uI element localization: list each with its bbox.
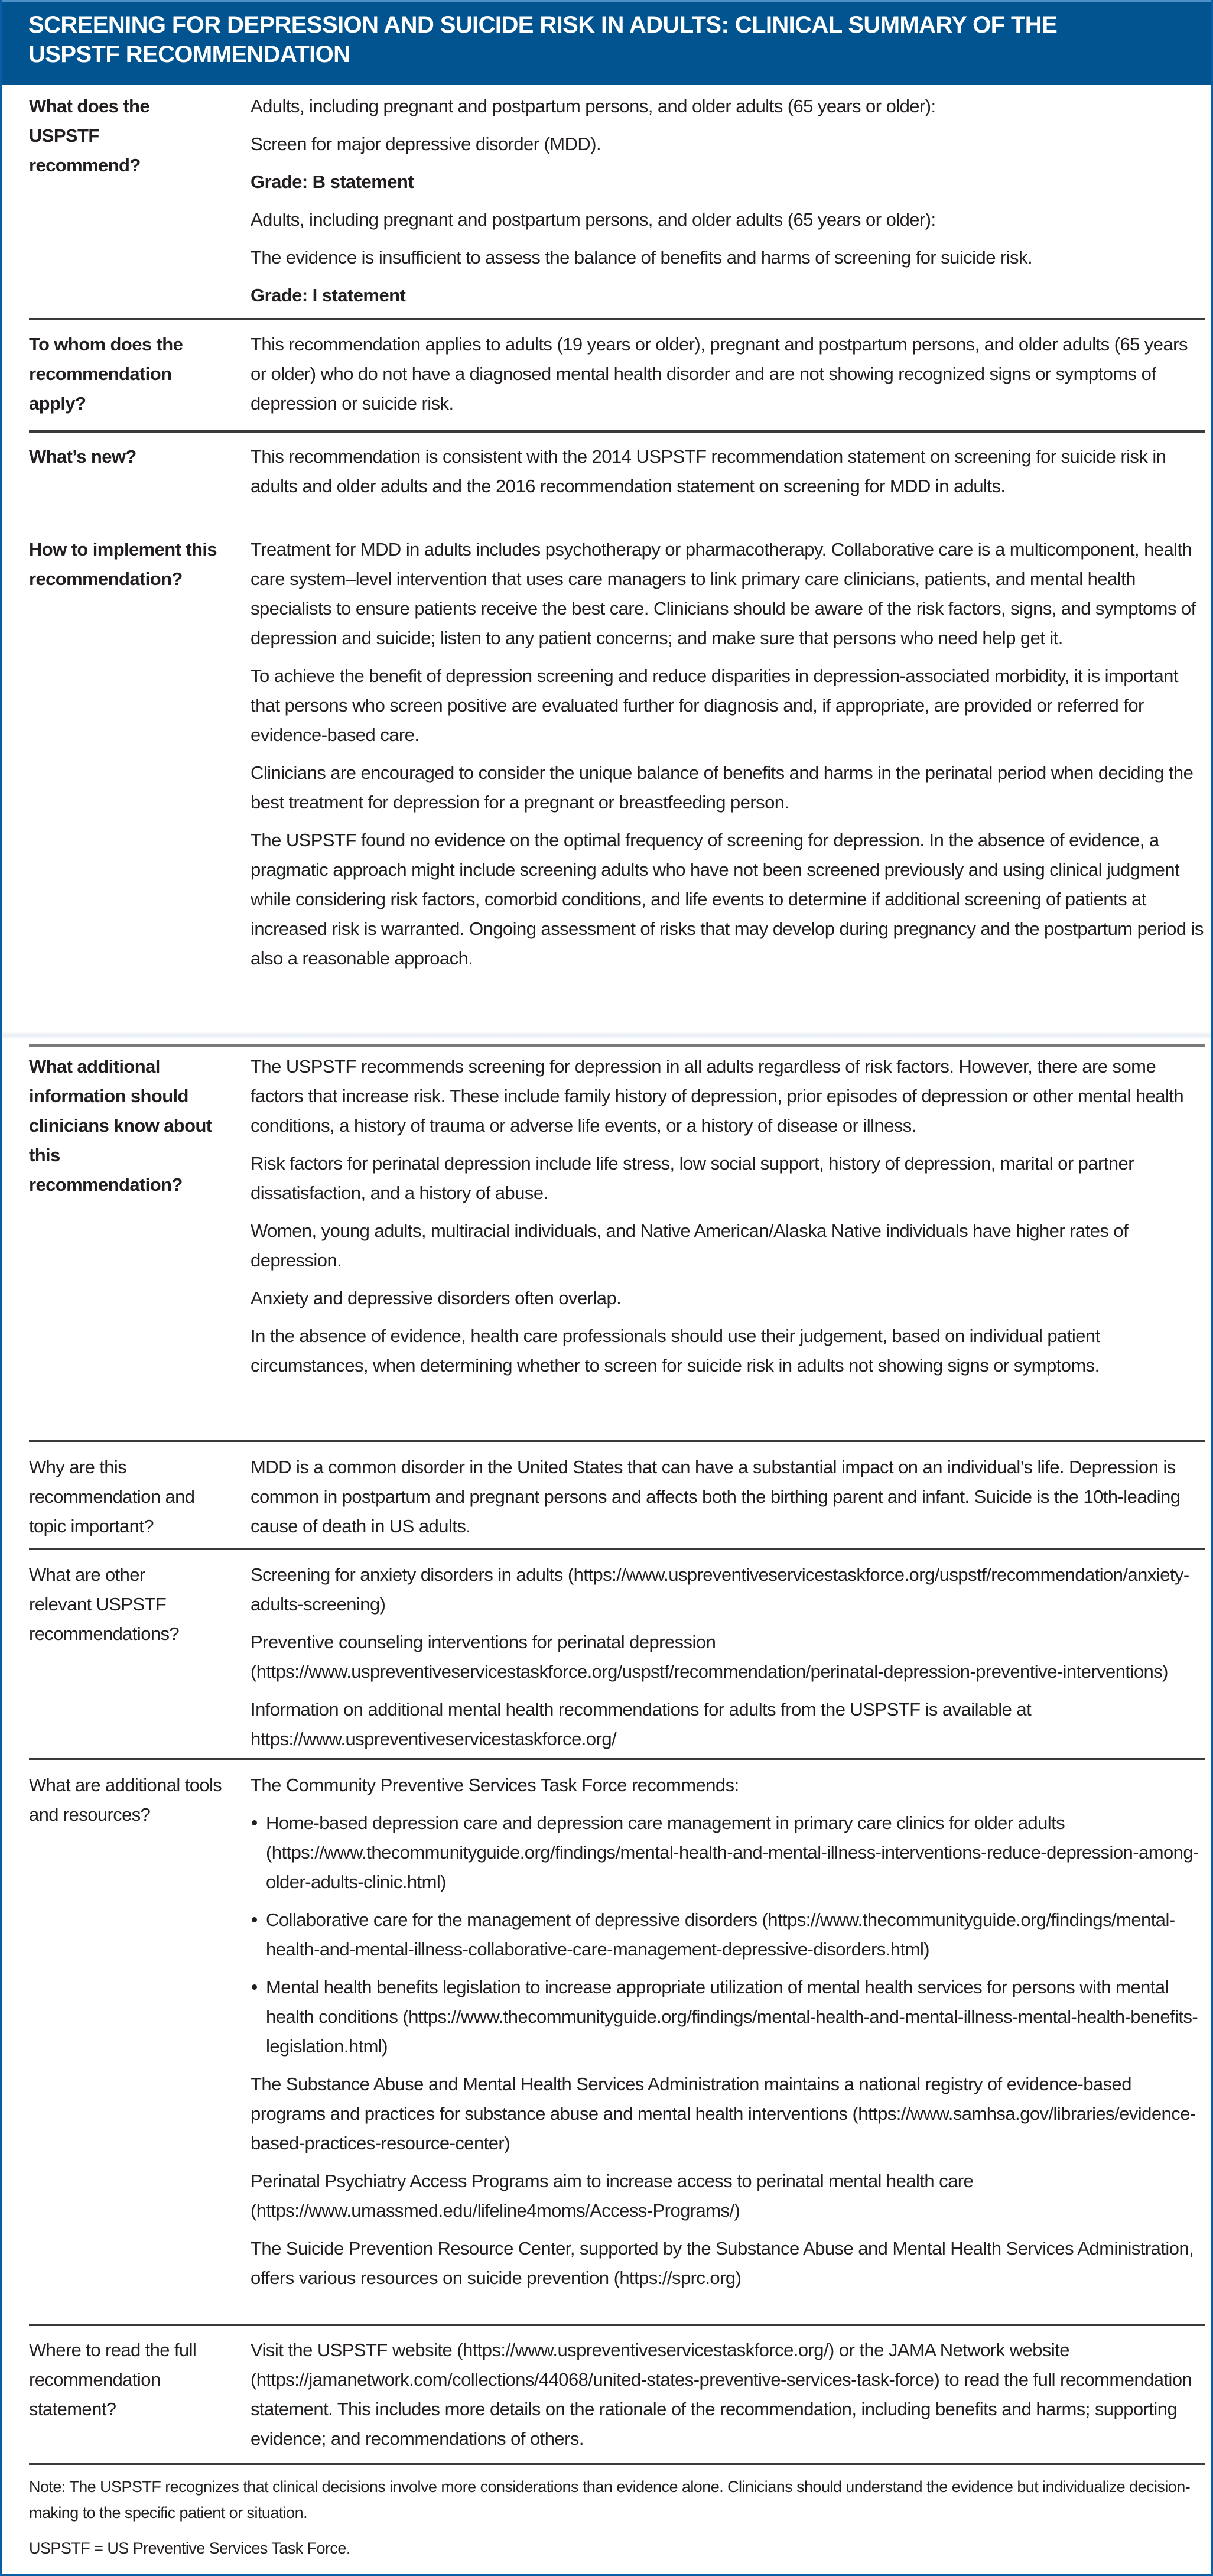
full-statement-link[interactable]: Visit the USPSTF website (https://www.uspreventiveservicestaskforce.org/) or the JAMA Network website (https://jamanetwork.com/collections/44068/united-states-preventive-services-task-force) to read the full recommendation statement. This includes more details on the rationale of the recommendation, including benefits and harms; supporting evidence; and recommendations of others. <box>251 2340 1192 2449</box>
row-content <box>251 330 1205 427</box>
row-label: What does the USPSTF recommend? <box>29 96 150 176</box>
row-label: What are additional tools and resources? <box>29 1775 222 1825</box>
row-label: How to implement this recommendation? <box>29 539 217 589</box>
row-divider <box>29 1044 1205 1047</box>
grade-i-badge: Grade: I statement <box>251 285 406 306</box>
list-item-text: Mental health benefits legislation to increase appropriate utilization of mental health services for persons with mental health conditions (https://www.thecommunityguide.org/findings/mental-health-and-mental-illness-mental-health-benefits-legislation.html) <box>266 1977 1198 2057</box>
grade-b-badge: Grade: B statement <box>251 171 414 192</box>
row-content <box>251 442 1205 509</box>
bullet-icon <box>252 1820 257 1825</box>
list-item-text: Collaborative care for the management of depressive disorders (https://www.thecommunityguide.org/findings/mental-health-and-mental-illness-collaborative-care-management-depressive-disorders.html) <box>266 1909 1175 1960</box>
population-text: Adults, including pregnant and postpartum persons, and older adults (65 years or older): <box>251 96 936 116</box>
row-label: Where to read the full recommendation statement? <box>29 2340 197 2419</box>
list-item-text: Home-based depression care and depression care management in primary care clinics for older adults (https://www.thecommunityguide.org/findings/mental-health-and-mental-illness-interventions-reduce-depression-among-older-adults-clinic.html) <box>266 1812 1199 1892</box>
resource-link[interactable]: The Suicide Prevention Resource Center, supported by the Substance Abuse and Mental Health Services Administration, offers various resources on suicide prevention (https://sprc.org) <box>251 2238 1194 2288</box>
row-paragraph: Treatment for MDD in adults includes psychotherapy or pharmacotherapy. Collaborative care is a multicomponent, health care system–level intervention that uses care managers to link primary care clinicians, patients, and mental health specialists to ensure patients receive the best care. Clinicians should be aware of the risk factors, signs, and symptoms of depression and suicide; listen to any patient concerns; and make sure that persons who need help get it. <box>251 539 1196 648</box>
resource-link[interactable]: Perinatal Psychiatry Access Programs aim to increase access to perinatal mental health care (https://www.umassmed.edu/lifeline4moms/Access-Programs/) <box>251 2171 974 2221</box>
row-paragraph: Risk factors for perinatal depression include life stress, low social support, history of depression, marital or partner dissatisfaction, and a history of abuse. <box>251 1153 1134 1203</box>
row-divider <box>29 1440 1205 1442</box>
row-paragraph: In the absence of evidence, health care professionals should use their judgement, based on individual patient circumstances, when determining whether to screen for suicide risk in adults not showing signs or symptoms. <box>251 1326 1100 1376</box>
page-title: SCREENING FOR DEPRESSION AND SUICIDE RISK IN ADULTS: CLINICAL SUMMARY OF THE USPSTF RECOMMENDATION <box>28 12 1058 67</box>
row-paragraph: This recommendation applies to adults (19 years or older), pregnant and postpartum persons, and older adults (65 years or older) who do not have a diagnosed mental health disorder and are not showing recognized signs or symptoms of depression or suicide risk. <box>251 334 1188 414</box>
row-paragraph: This recommendation is consistent with the 2014 USPSTF recommendation statement on screening for suicide risk in adults and older adults and the 2016 recommendation statement on screening for MDD in adults. <box>251 446 1166 496</box>
recommendation-text: The evidence is insufficient to assess the balance of benefits and harms of screening for suicide risk. <box>251 247 1033 268</box>
row-paragraph: MDD is a common disorder in the United States that can have a substantial impact on an individual’s life. Depression is common in postpartum and pregnant persons and affects both the birthing parent and infant. Suicide is the 10th-leading cause of death in US adults. <box>251 1457 1181 1536</box>
related-recommendation-link[interactable]: Information on additional mental health recommendations for adults from the USPSTF is available at https://www.uspreventiveservicestaskforce.org/ <box>251 1699 1032 1749</box>
related-recommendation-link[interactable]: Screening for anxiety disorders in adults (https://www.uspreventiveservicestaskforce.org/uspstf/recommendation/anxiety-adults-screening) <box>251 1564 1189 1615</box>
bullet-icon <box>252 1984 257 1990</box>
row-label: Why are this recommendation and topic important? <box>29 1457 195 1536</box>
bullet-icon <box>252 1917 257 1922</box>
row-label: To whom does the recommendation apply? <box>29 334 183 414</box>
resource-link[interactable]: The Substance Abuse and Mental Health Services Administration maintains a national registry of evidence-based programs and practices for substance abuse and mental health interventions (https://www.samhsa.gov/libraries/evidence-based-practices-resource-center) <box>251 2074 1196 2153</box>
page-break <box>2 1031 1213 1040</box>
row-content <box>251 1560 1205 1762</box>
row-divider <box>29 1758 1205 1760</box>
row-divider <box>29 430 1205 433</box>
row-content <box>251 1771 1205 2301</box>
population-text: Adults, including pregnant and postpartum persons, and older adults (65 years or older): <box>251 209 936 230</box>
row-label: What additional information should clinicians know about this recommendation? <box>29 1056 212 1195</box>
row-paragraph: Anxiety and depressive disorders often overlap. <box>251 1288 622 1308</box>
list-item[interactable] <box>251 1905 1205 1964</box>
footer-note: Note: The USPSTF recognizes that clinical decisions involve more considerations than evidence alone. Clinicians should understand the evidence but individualize decision-making to the specific patient or situation. <box>29 2478 1191 2522</box>
row-content <box>251 535 1205 982</box>
row-content <box>251 1453 1205 1550</box>
row-paragraph: The USPSTF recommends screening for depression in all adults regardless of risk factors. However, there are some factors that increase risk. These include family history of depression, prior episodes of depression or other mental health conditions, a history of trauma or adverse life events, or a history of disease or illness. <box>251 1056 1184 1136</box>
list-item[interactable] <box>251 1973 1205 2061</box>
row-content <box>251 92 1205 319</box>
row-paragraph: Women, young adults, multiracial individuals, and Native American/Alaska Native individuals have higher rates of depression. <box>251 1220 1129 1271</box>
row-label: What are other relevant USPSTF recommendations? <box>29 1564 180 1644</box>
row-label: What’s new? <box>29 446 136 467</box>
recommendation-text: Screen for major depressive disorder (MDD). <box>251 134 601 154</box>
tools-intro: The Community Preventive Services Task Force recommends: <box>251 1775 739 1795</box>
row-divider <box>29 1548 1205 1550</box>
related-recommendation-link[interactable]: Preventive counseling interventions for perinatal depression (https://www.uspreventiveservicestaskforce.org/uspstf/recommendation/perinatal-depression-preventive-interventions) <box>251 1632 1168 1682</box>
list-item[interactable] <box>251 1808 1205 1897</box>
row-divider <box>29 2463 1205 2465</box>
row-content <box>251 2335 1205 2462</box>
summary-header <box>2 0 1213 85</box>
row-divider <box>29 2324 1205 2326</box>
row-paragraph: To achieve the benefit of depression screening and reduce disparities in depression-associated morbidity, it is important that persons who screen positive are evaluated further for diagnosis and, if appropriate, are provided or referred for evidence-based care. <box>251 665 1178 745</box>
row-paragraph: Clinicians are encouraged to consider the unique balance of benefits and harms in the perinatal period when deciding the best treatment for depression for a pregnant or breastfeeding person. <box>251 762 1194 813</box>
row-content <box>251 1052 1205 1389</box>
community-guide-list <box>251 1808 1205 2061</box>
row-divider <box>29 318 1205 320</box>
abbreviation-note: USPSTF = US Preventive Services Task Force. <box>29 2539 350 2557</box>
row-paragraph: The USPSTF found no evidence on the optimal frequency of screening for depression. In the absence of evidence, a pragmatic approach might include screening adults who have not been screened previously and using clinical judgment while considering risk factors, comorbid conditions, and life events to determine if additional screening of patients at increased risk is warranted. Ongoing assessment of risks that may develop during pregnancy and the postpartum period is also a reasonable approach. <box>251 830 1204 969</box>
